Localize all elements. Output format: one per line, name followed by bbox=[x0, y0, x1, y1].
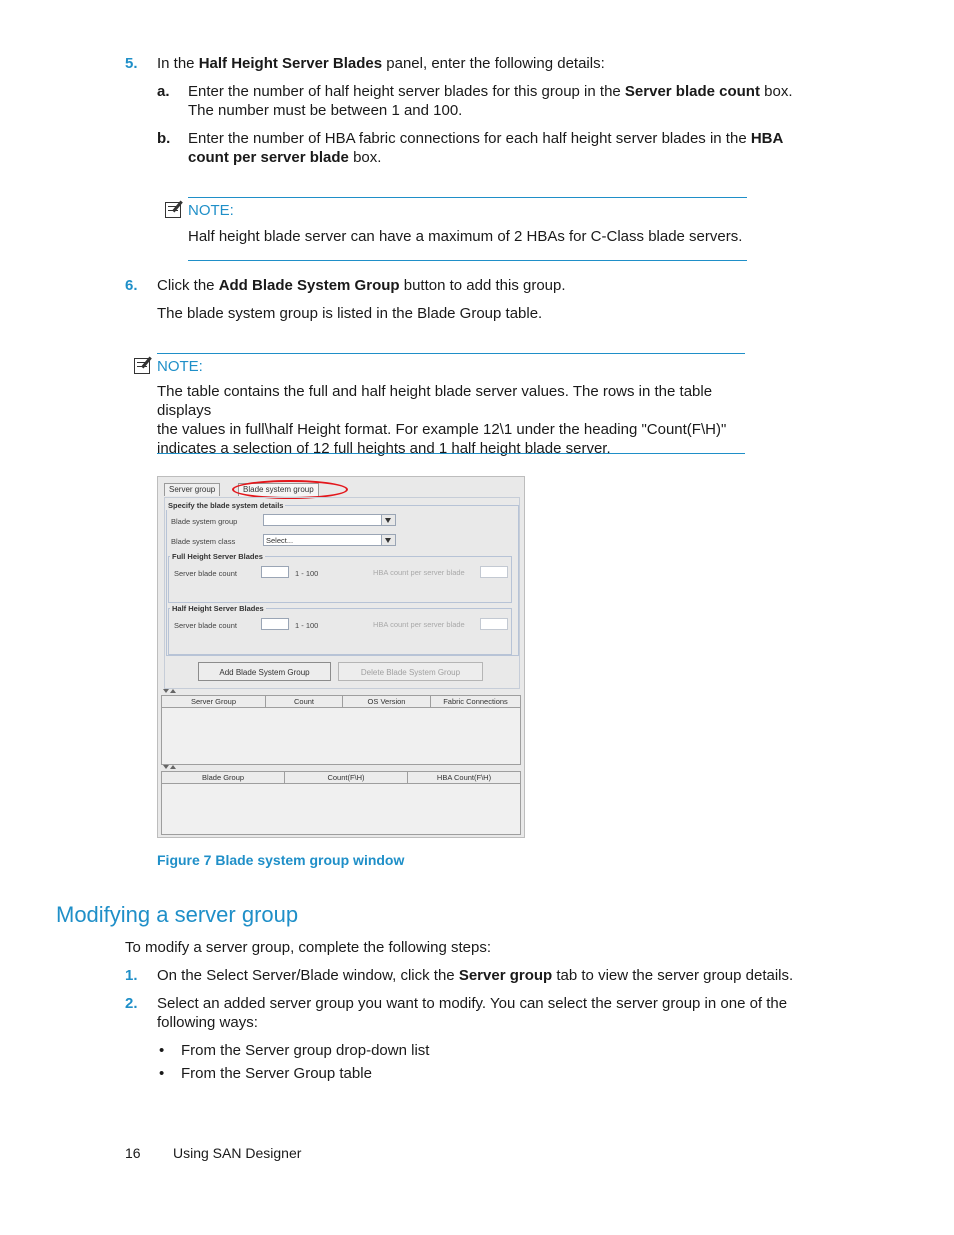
section-heading: Modifying a server group bbox=[56, 902, 299, 927]
half-height-title: Half Height Server Blades bbox=[172, 604, 264, 613]
blade-group-table-header bbox=[162, 772, 520, 784]
step-6-text: Click the Add Blade System Group button to add this group. bbox=[157, 277, 566, 294]
substep-a-letter: a. bbox=[157, 83, 170, 100]
step-5-number: 5. bbox=[125, 55, 138, 72]
delete-blade-system-group-button[interactable]: Delete Blade System Group bbox=[338, 662, 483, 681]
column-header[interactable]: Server Group bbox=[162, 696, 266, 707]
add-blade-system-group-button[interactable]: Add Blade System Group bbox=[198, 662, 331, 681]
note-2-label: NOTE: bbox=[157, 358, 203, 375]
note-2-bottom-rule bbox=[157, 453, 745, 454]
blade-system-group-window bbox=[157, 476, 525, 838]
collapse-arrow-icon[interactable] bbox=[163, 765, 169, 769]
blade-system-class-label: Blade system class bbox=[171, 537, 236, 546]
list-item: From the Server Group table bbox=[181, 1065, 372, 1082]
column-header[interactable]: HBA Count(F\H) bbox=[436, 773, 492, 782]
section-title: Specify the blade system details bbox=[168, 501, 284, 510]
tab-server-group[interactable]: Server group bbox=[164, 483, 220, 496]
bullet-marker: • bbox=[159, 1042, 165, 1059]
page-number: 16 bbox=[125, 1145, 141, 1161]
full-range-label: 1 - 100 bbox=[295, 569, 319, 578]
expand-arrow-icon[interactable] bbox=[170, 689, 176, 693]
figure-caption: Figure 7 Blade system group window bbox=[157, 852, 405, 868]
note-pad-icon bbox=[134, 358, 150, 374]
half-height-panel bbox=[168, 608, 512, 655]
half-hba-count-label: HBA count per server blade bbox=[373, 620, 465, 629]
full-hba-count-input[interactable] bbox=[480, 566, 508, 578]
full-height-title: Full Height Server Blades bbox=[172, 552, 263, 561]
half-server-blade-count-input[interactable] bbox=[261, 618, 289, 630]
server-group-table[interactable] bbox=[161, 695, 521, 765]
full-height-panel bbox=[168, 556, 512, 603]
blade-system-group-label: Blade system group bbox=[171, 517, 238, 526]
intro-text: To modify a server group, complete the following steps: bbox=[125, 939, 492, 956]
note-1-bottom-rule bbox=[188, 260, 747, 261]
expand-arrow-icon[interactable] bbox=[170, 765, 176, 769]
chevron-down-icon[interactable] bbox=[381, 515, 395, 525]
blade-system-group-combo[interactable] bbox=[263, 514, 396, 526]
column-header[interactable]: Fabric Connections bbox=[443, 697, 508, 706]
footer-title: Using SAN Designer bbox=[173, 1145, 302, 1161]
note-1-label: NOTE: bbox=[188, 202, 234, 219]
half-hba-count-input[interactable] bbox=[480, 618, 508, 630]
column-header[interactable]: Count(F\H) bbox=[285, 772, 408, 783]
substep-b-letter: b. bbox=[157, 130, 171, 147]
step-6-result: The blade system group is listed in the Blade Group table. bbox=[157, 305, 543, 322]
collapse-arrow-icon[interactable] bbox=[163, 689, 169, 693]
column-header[interactable]: Count bbox=[266, 696, 343, 707]
tab-blade-system-group[interactable]: Blade system group bbox=[238, 483, 319, 496]
note-2-text: The table contains the full and half height blade server values. The rows in the table displays the values in full\half Height format. For example 12\1 under the heading "Count(F\H)" indicates a selection of 12 full heights and 1 half height blade server. bbox=[157, 383, 727, 457]
mod-step-2-text: Select an added server group you want to modify. You can select the server group in one of the following ways: bbox=[157, 995, 788, 1031]
note-1-text: Half height blade server can have a maximum of 2 HBAs for C-Class blade servers. bbox=[188, 228, 743, 245]
splitter-handle[interactable] bbox=[161, 765, 521, 769]
step-5-text: In the Half Height Server Blades panel, enter the following details: bbox=[157, 55, 605, 72]
full-server-blade-count-label: Server blade count bbox=[174, 569, 237, 578]
mod-step-1-number: 1. bbox=[125, 967, 138, 984]
substep-b-text: Enter the number of HBA fabric connections for each half height server blades in the HBA count per server blade box. bbox=[188, 130, 784, 166]
note-1-top-rule bbox=[188, 197, 747, 198]
full-server-blade-count-input[interactable] bbox=[261, 566, 289, 578]
full-hba-count-label: HBA count per server blade bbox=[373, 568, 465, 577]
step-6-number: 6. bbox=[125, 277, 138, 294]
note-2-top-rule bbox=[157, 353, 745, 354]
mod-step-1-text: On the Select Server/Blade window, click the Server group tab to view the server group details. bbox=[157, 967, 794, 984]
column-header[interactable]: Blade Group bbox=[162, 772, 285, 783]
chevron-down-icon[interactable] bbox=[381, 535, 395, 545]
half-server-blade-count-label: Server blade count bbox=[174, 621, 237, 630]
half-range-label: 1 - 100 bbox=[295, 621, 319, 630]
column-header[interactable]: OS Version bbox=[343, 696, 431, 707]
blade-group-table[interactable] bbox=[161, 771, 521, 835]
blade-system-class-value: Select... bbox=[266, 536, 294, 545]
server-group-table-header bbox=[162, 696, 520, 708]
note-pad-icon bbox=[165, 202, 181, 218]
mod-step-2-number: 2. bbox=[125, 995, 138, 1012]
blade-system-class-combo[interactable] bbox=[263, 534, 396, 546]
list-item: From the Server group drop-down list bbox=[181, 1042, 430, 1059]
substep-a-text: Enter the number of half height server blades for this group in the Server blade count box. The number must be between 1 and 100. bbox=[188, 83, 793, 119]
bullet-marker: • bbox=[159, 1065, 165, 1082]
splitter-handle[interactable] bbox=[161, 689, 521, 693]
